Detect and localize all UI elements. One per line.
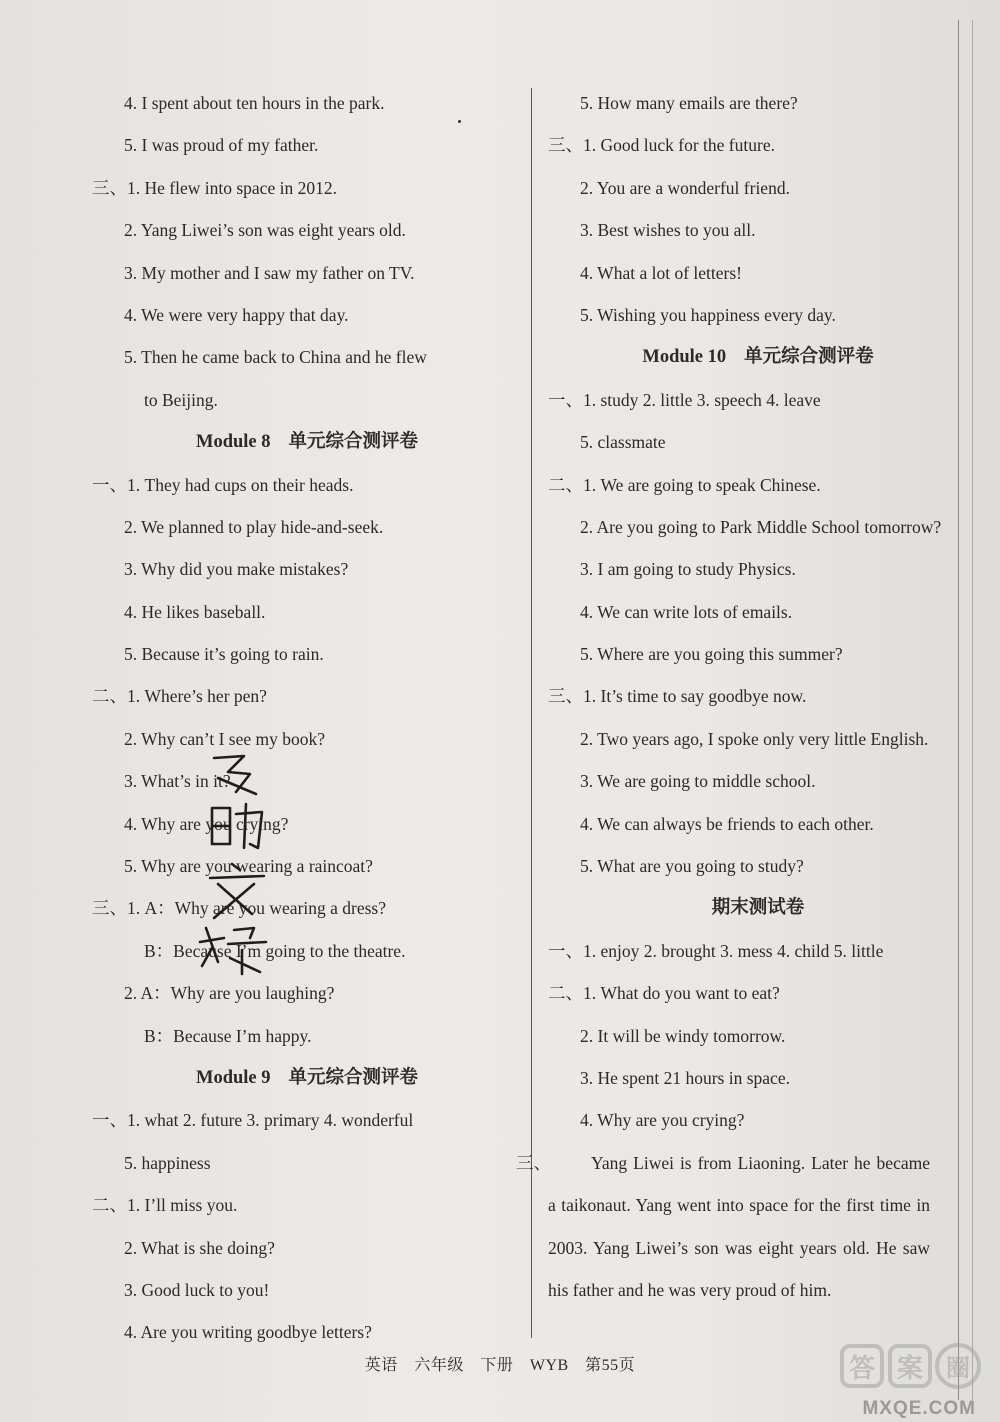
answer-line: 一、1. enjoy 2. brought 3. mess 4. child 5. little xyxy=(548,940,884,961)
paragraph-label: 三、 xyxy=(516,1152,551,1173)
answer-line: 二、1. We are going to speak Chinese. xyxy=(548,474,821,495)
answer-line: 3. Best wishes to you all. xyxy=(580,220,756,241)
answer-line: 一、1. study 2. little 3. speech 4. leave xyxy=(548,389,821,410)
section-heading-subtitle: 单元综合测评卷 xyxy=(744,347,874,368)
answer-line: 三、1. It’s time to say goodbye now. xyxy=(548,686,807,707)
left-column xyxy=(92,82,522,1354)
answer-line: 4. We can always be friends to each other. xyxy=(580,813,874,834)
answer-line: 4. Why are you crying? xyxy=(580,1110,745,1131)
answer-line: 2. Two years ago, I spoke only very little English. xyxy=(580,728,929,749)
section-heading xyxy=(548,887,968,929)
footer-grade: 六年级 xyxy=(414,1357,464,1374)
answer-line: 2. Yang Liwei’s son was eight years old. xyxy=(124,220,406,241)
answer-line: 2. A：Why are you laughing? xyxy=(124,983,335,1004)
section-heading-title: Module 8 xyxy=(195,432,271,453)
answer-line: 3. What’s in it? xyxy=(124,771,231,792)
answer-line: 三、1. A：Why are you wearing a dress? xyxy=(92,898,387,919)
answer-line: 4. He likes baseball. xyxy=(124,601,266,622)
answer-line: 2. What is she doing? xyxy=(124,1237,275,1258)
answer-line: 5. Then he came back to China and he flew xyxy=(124,347,427,368)
right-column xyxy=(516,82,968,1311)
answer-line: 2. You are a wonderful friend. xyxy=(580,177,790,198)
answer-line: 3. We are going to middle school. xyxy=(580,771,816,792)
answer-line: 一、1. what 2. future 3. primary 4. wonderful xyxy=(92,1110,414,1131)
section-heading-title: 期末测试卷 xyxy=(711,898,805,919)
answer-line: 5. Why are you wearing a raincoat? xyxy=(124,856,373,877)
page-edge-line xyxy=(972,20,973,1400)
ink-dot xyxy=(458,120,461,123)
answer-line: 4. What a lot of letters! xyxy=(580,262,742,283)
section-heading xyxy=(92,1057,522,1099)
answer-line: 5. happiness xyxy=(124,1152,211,1173)
answer-line: 3. I am going to study Physics. xyxy=(580,559,796,580)
section-heading xyxy=(92,421,522,463)
answer-line: 3. Why did you make mistakes? xyxy=(124,559,349,580)
svg-text:答: 答 xyxy=(848,1354,876,1384)
answer-line: 4. Are you writing goodbye letters? xyxy=(124,1322,372,1343)
answer-line: 5. classmate xyxy=(580,432,666,453)
answer-line: 2. It will be windy tomorrow. xyxy=(580,1025,786,1046)
answer-line: 2. We planned to play hide-and-seek. xyxy=(124,516,384,537)
footer-subject: 英语 xyxy=(364,1357,398,1374)
footer-page-number: 第55页 xyxy=(585,1357,636,1374)
section-heading-title: Module 9 xyxy=(195,1067,271,1088)
answer-line: 二、1. Where’s her pen? xyxy=(92,686,267,707)
answer-line: 5. I was proud of my father. xyxy=(124,135,319,156)
svg-text:圈: 圈 xyxy=(946,1354,970,1382)
answer-line: B：Because I’m happy. xyxy=(144,1025,312,1046)
handwriting-mark xyxy=(196,752,276,982)
answer-paragraph xyxy=(510,1142,930,1312)
section-heading-subtitle: 单元综合测评卷 xyxy=(288,1067,419,1088)
answer-line: 5. What are you going to study? xyxy=(580,856,804,877)
answer-line: 4. We were very happy that day. xyxy=(124,304,349,325)
answer-line: 4. We can write lots of emails. xyxy=(580,601,793,622)
answer-line: 5. Where are you going this summer? xyxy=(580,644,843,665)
section-heading-subtitle: 单元综合测评卷 xyxy=(288,432,419,453)
answer-line: 一、1. They had cups on their heads. xyxy=(92,474,354,495)
footer-edition: WYB xyxy=(529,1357,569,1374)
answer-line: 4. Why are you crying? xyxy=(124,813,289,834)
answer-line: 二、1. What do you want to eat? xyxy=(548,983,780,1004)
section-heading xyxy=(548,336,968,378)
answer-line: 2. Why can’t I see my book? xyxy=(124,728,326,749)
watermark-url: MXQE.COM xyxy=(862,1398,976,1419)
answer-line: 5. How many emails are there? xyxy=(580,93,798,113)
answer-line: 三、1. He flew into space in 2012. xyxy=(92,177,337,198)
answer-line: 5. Wishing you happiness every day. xyxy=(580,304,836,325)
answer-line: 二、1. I’ll miss you. xyxy=(92,1195,238,1216)
answer-line: 3. He spent 21 hours in space. xyxy=(580,1067,790,1088)
answer-line: to Beijing. xyxy=(144,389,218,410)
paragraph-text: Yang Liwei is from Liaoning. Later he became a taikonaut. Yang went into space for the first time in 2003. Yang Liwei’s son was eight years old. He saw his father and he was very proud of him. xyxy=(548,1152,930,1300)
answer-line: 3. My mother and I saw my father on TV. xyxy=(124,262,415,283)
answer-line: 2. Are you going to Park Middle School tomorrow? xyxy=(580,516,942,537)
answer-line: 4. I spent about ten hours in the park. xyxy=(124,93,385,113)
answer-line: 三、1. Good luck for the future. xyxy=(548,135,775,156)
answer-line: 3. Good luck to you! xyxy=(124,1279,270,1300)
footer-volume: 下册 xyxy=(480,1357,514,1374)
svg-text:案: 案 xyxy=(896,1354,924,1384)
answer-line: 5. Because it’s going to rain. xyxy=(124,644,324,665)
answer-line: B：Because I’m going to the theatre. xyxy=(144,940,406,961)
section-heading-title: Module 10 xyxy=(642,347,727,368)
